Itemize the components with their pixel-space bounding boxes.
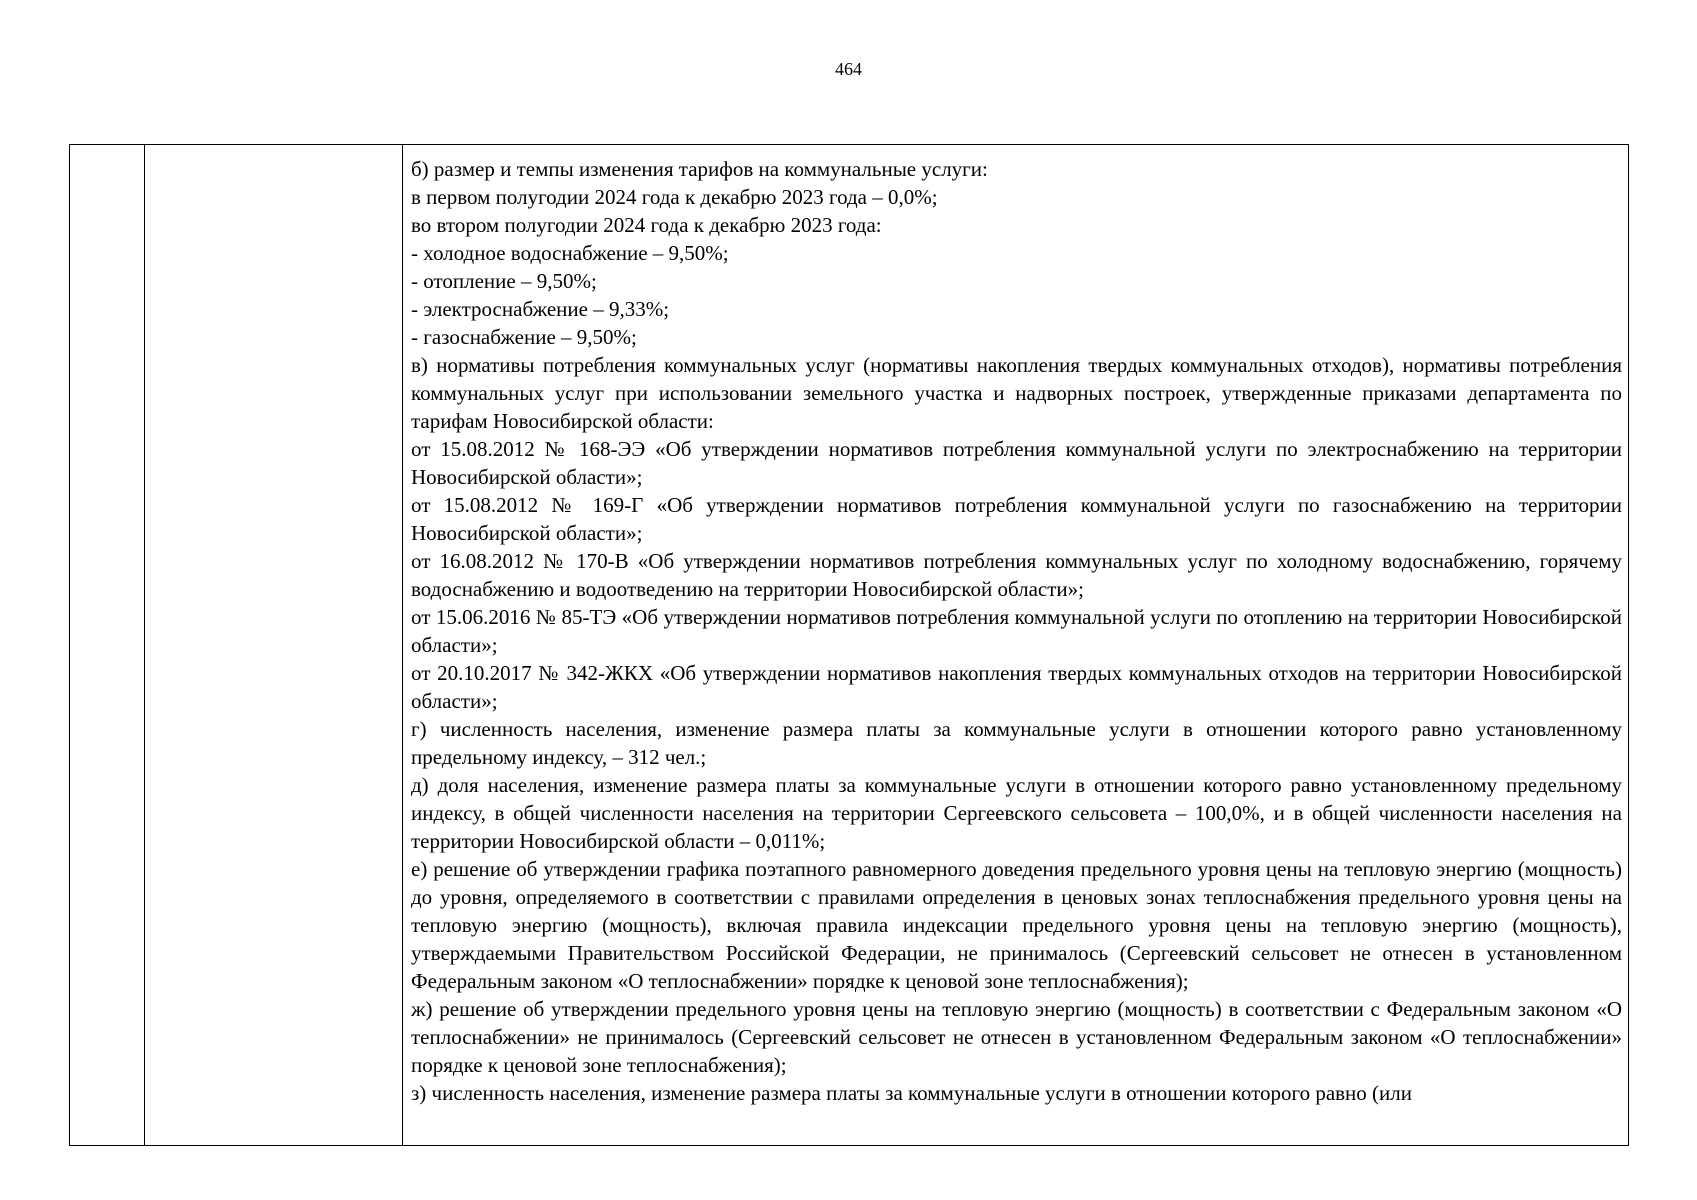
paragraph: е) решение об утверждении графика поэтапного равномерного доведения предельного уровня цены на тепловую энергию (мощность) до уровня, определяемого в соответствии с правилами определения в ценовых зонах теплоснабжения предельного уровня цены на тепловую энергию (мощность), включая правила индексации предельного уровня цены на тепловую энергию (мощность), утверждаемыми Правительством Российской Федерации, не принималось (Сергеевский сельсовет не отнесен в установленном Федеральным законом «О теплоснабжении» порядке к ценовой зоне теплоснабжения); <box>411 857 1622 993</box>
paragraph: во втором полугодии 2024 года к декабрю 2023 года: <box>411 213 882 237</box>
table-cell-title <box>144 145 403 1145</box>
paragraph: - отопление – 9,50%; <box>411 269 597 293</box>
paragraph: - холодное водоснабжение – 9,50%; <box>411 241 729 265</box>
paragraph: г) численность населения, изменение размера платы за коммунальные услуги в отношении которого равно установленному предельному индексу, – 312 чел.; <box>411 717 1622 769</box>
table-cell-number <box>70 145 145 1145</box>
paragraph: б) размер и темпы изменения тарифов на коммунальные услуги: <box>411 157 988 181</box>
document-table <box>69 144 1629 1146</box>
paragraph: от 20.10.2017 № 342-ЖКХ «Об утверждении нормативов накопления твердых коммунальных отходов на территории Новосибирской области»; <box>411 661 1622 713</box>
paragraph: от 16.08.2012 № 170-В «Об утверждении нормативов потребления коммунальных услуг по холодному водоснабжению, горячему водоснабжению и водоотведению на территории Новосибирской области»; <box>411 549 1622 601</box>
paragraph: - газоснабжение – 9,50%; <box>411 325 637 349</box>
paragraph: в первом полугодии 2024 года к декабрю 2023 года – 0,0%; <box>411 185 938 209</box>
paragraph: - электроснабжение – 9,33%; <box>411 297 670 321</box>
paragraph: от 15.08.2012 № 169-Г «Об утверждении нормативов потребления коммунальной услуги по газоснабжению на территории Новосибирской области»; <box>411 493 1622 545</box>
paragraph: д) доля населения, изменение размера платы за коммунальные услуги в отношении которого равно установленному предельному индексу, в общей численности населения на территории Сергеевского сельсовета – 100,0%, и в общей численности населения на территории Новосибирской области – 0,011%; <box>411 773 1622 853</box>
paragraph: ж) решение об утверждении предельного уровня цены на тепловую энергию (мощность) в соответствии с Федеральным законом «О теплоснабжении» не принималось (Сергеевский сельсовет не отнесен в установленном Федеральным законом «О теплоснабжении» порядке к ценовой зоне теплоснабжения); <box>411 997 1622 1077</box>
page-number: 464 <box>835 59 862 79</box>
paragraph: з) численность населения, изменение размера платы за коммунальные услуги в отношении которого равно (или <box>411 1081 1412 1105</box>
paragraph: от 15.06.2016 № 85-ТЭ «Об утверждении нормативов потребления коммунальной услуги по отоплению на территории Новосибирской области»; <box>411 605 1622 657</box>
paragraph: от 15.08.2012 № 168-ЭЭ «Об утверждении нормативов потребления коммунальной услуги по электроснабжению на территории Новосибирской области»; <box>411 437 1622 489</box>
paragraph: в) нормативы потребления коммунальных услуг (нормативы накопления твердых коммунальных отходов), нормативы потребления коммунальных услуг при использовании земельного участка и надворных построек, утвержденные приказами департамента по тарифам Новосибирской области: <box>411 353 1622 433</box>
table-cell-content <box>403 145 1628 1145</box>
